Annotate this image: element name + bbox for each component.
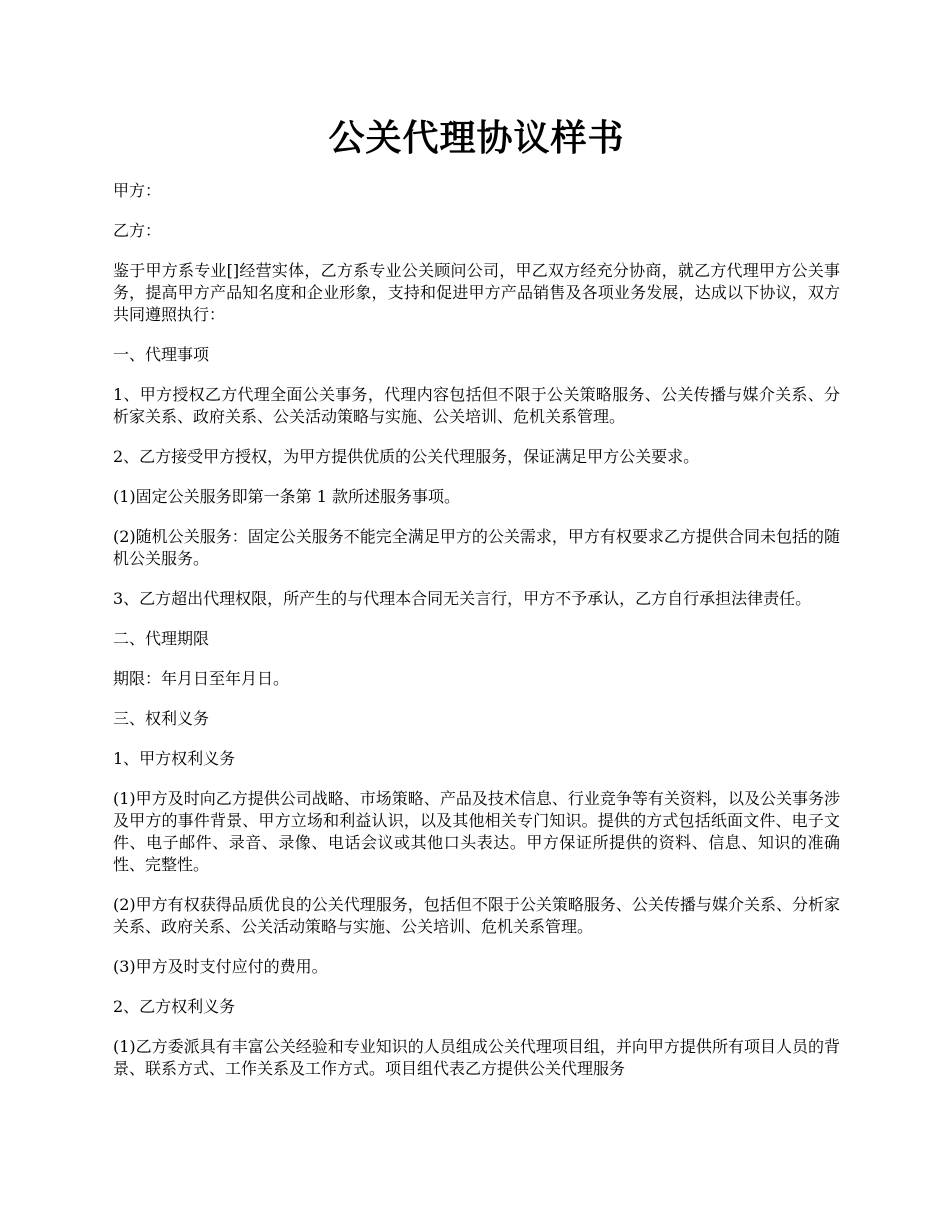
document-title: 公关代理协议样书 bbox=[328, 117, 625, 159]
clause-paragraph: (1)乙方委派具有丰富公关经验和专业知识的人员组成公关代理项目组，并向甲方提供所有项目人员的背景、联系方式、工作关系及工作方式。项目组代表乙方提供公关代理服务 bbox=[113, 1037, 840, 1078]
term-paragraph: 期限：年月日至年月日。 bbox=[113, 669, 290, 688]
preamble-paragraph: 鉴于甲方系专业[]经营实体，乙方系专业公关顾问公司，甲乙双方经充分协商，就乙方代理甲方公关事务，提高甲方产品知名度和企业形象，支持和促进甲方产品销售及各项业务发展，达成以下协议，双方共同遵照执行： bbox=[113, 261, 840, 324]
section-heading-agency-term: 二、代理期限 bbox=[113, 629, 210, 648]
clause-paragraph: (3)甲方及时支付应付的费用。 bbox=[113, 957, 328, 976]
clause-paragraph: (1)固定公关服务即第一条第 1 款所述服务事项。 bbox=[113, 487, 461, 506]
subsection-heading-party-b: 2、乙方权利义务 bbox=[113, 997, 236, 1016]
clause-paragraph: (2)随机公关服务：固定公关服务不能完全满足甲方的公关需求，甲方有权要求乙方提供合同未包括的随机公关服务。 bbox=[113, 527, 840, 568]
party-b-line: 乙方： bbox=[113, 221, 162, 240]
party-a-line: 甲方： bbox=[113, 181, 162, 200]
clause-paragraph: 1、甲方授权乙方代理全面公关事务，代理内容包括但不限于公关策略服务、公关传播与媒介关系、分析家关系、政府关系、公关活动策略与实施、公关培训、危机关系管理。 bbox=[113, 385, 840, 426]
clause-paragraph: 2、乙方接受甲方授权，为甲方提供优质的公关代理服务，保证满足甲方公关要求。 bbox=[113, 447, 700, 466]
clause-paragraph: (2)甲方有权获得品质优良的公关代理服务，包括但不限于公关策略服务、公关传播与媒介关系、分析家关系、政府关系、公关活动策略与实施、公关培训、危机关系管理。 bbox=[113, 895, 840, 936]
subsection-heading-party-a: 1、甲方权利义务 bbox=[113, 749, 236, 768]
section-heading-agency-matters: 一、代理事项 bbox=[113, 345, 210, 364]
clause-paragraph: 3、乙方超出代理权限，所产生的与代理本合同无关言行，甲方不予承认，乙方自行承担法律责任。 bbox=[113, 589, 812, 608]
section-heading-rights-obligations: 三、权利义务 bbox=[113, 709, 210, 728]
clause-paragraph: (1)甲方及时向乙方提供公司战略、市场策略、产品及技术信息、行业竞争等有关资料，以及公关事务涉及甲方的事件背景、甲方立场和利益认识，以及其他相关专门知识。提供的方式包括纸面文件、电子文件、电子邮件、录音、录像、电话会议或其他口头表达。甲方保证所提供的资料、信息、知识的准确性、完整性。 bbox=[113, 789, 840, 874]
document-page bbox=[113, 108, 840, 1098]
